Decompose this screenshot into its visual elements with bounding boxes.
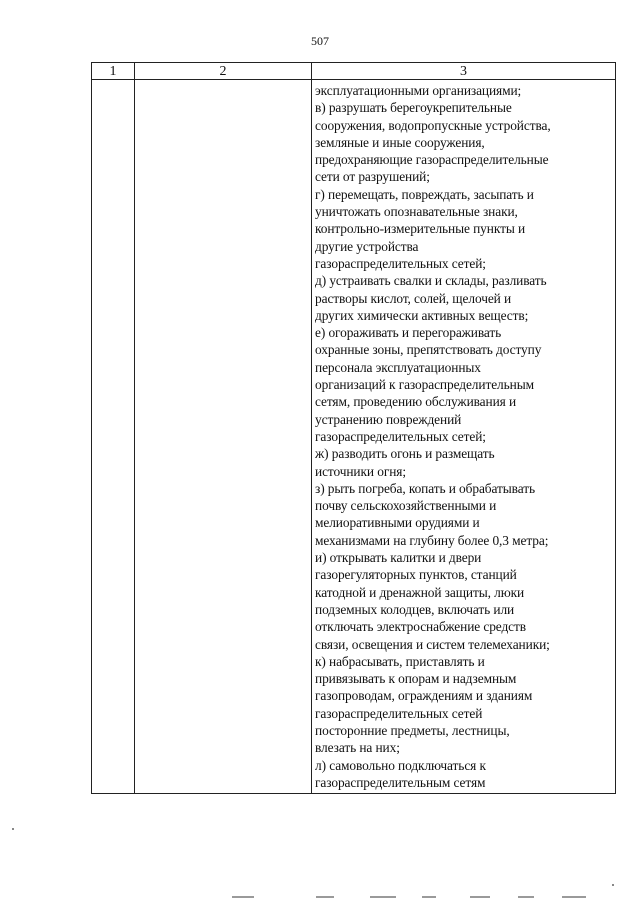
text-line: растворы кислот, солей, щелочей и bbox=[315, 290, 512, 306]
text-line: газорегуляторных пунктов, станций bbox=[315, 567, 517, 583]
column-header-2: 2 bbox=[135, 63, 312, 80]
text-line: привязывать к опорам и надземным bbox=[315, 671, 517, 687]
text-line: сооружения, водопропускные устройства, bbox=[315, 117, 551, 133]
text-line: контрольно-измерительные пункты и bbox=[315, 221, 526, 237]
text-line: другие устройства bbox=[315, 238, 419, 254]
text-line: механизмами на глубину более 0,3 метра; bbox=[315, 532, 549, 548]
text-line: сетям, проведению обслуживания и bbox=[315, 394, 517, 410]
scan-speck bbox=[612, 884, 614, 886]
text-line: л) самовольно подключаться к bbox=[315, 757, 486, 773]
table-cell-column-3 bbox=[312, 80, 616, 794]
text-line: газораспределительных сетей; bbox=[315, 255, 486, 271]
text-line: устранению повреждений bbox=[315, 411, 462, 427]
text-line: газораспределительных сетей; bbox=[315, 428, 486, 444]
text-line: источники огня; bbox=[315, 463, 406, 479]
document-table bbox=[91, 62, 616, 794]
text-line: газораспределительным сетям bbox=[315, 774, 486, 790]
page-number: 507 bbox=[311, 34, 329, 48]
text-line: катодной и дренажной защиты, люки bbox=[315, 584, 525, 600]
table-row bbox=[92, 80, 616, 794]
text-line: отключать электроснабжение средств bbox=[315, 619, 526, 635]
text-line: почву сельскохозяйственными и bbox=[315, 498, 497, 514]
text-line: з) рыть погреба, копать и обрабатывать bbox=[315, 480, 535, 496]
text-line: других химически активных веществ; bbox=[315, 307, 529, 323]
table-cell-column-1 bbox=[92, 80, 135, 794]
text-line: газопроводам, ограждениям и зданиям bbox=[315, 688, 533, 704]
table-cell-column-2 bbox=[135, 80, 312, 794]
text-line: сети от разрушений; bbox=[315, 169, 430, 185]
text-line: подземных колодцев, включать или bbox=[315, 601, 515, 617]
text-line: д) устраивать свалки и склады, разливать bbox=[315, 273, 547, 289]
text-line: к) набрасывать, приставлять и bbox=[315, 653, 485, 669]
text-line: предохраняющие газораспределительные bbox=[315, 152, 549, 168]
text-line: ж) разводить огонь и размещать bbox=[315, 446, 495, 462]
text-line: эксплуатационными организациями; bbox=[315, 83, 522, 98]
text-line: связи, освещения и систем телемеханики; bbox=[315, 636, 550, 652]
scan-speck bbox=[12, 828, 14, 830]
text-line: е) огораживать и перегораживать bbox=[315, 325, 502, 341]
scan-artifacts-bottom bbox=[232, 896, 592, 900]
text-line: газораспределительных сетей bbox=[315, 705, 483, 721]
column-header-1: 1 bbox=[92, 63, 135, 80]
column-3-text bbox=[312, 80, 615, 791]
text-line: организаций к газораспределительным bbox=[315, 377, 534, 393]
text-line: земляные и иные сооружения, bbox=[315, 134, 485, 150]
text-line: персонала эксплуатационных bbox=[315, 359, 481, 375]
text-line: мелиоративными орудиями и bbox=[315, 515, 480, 531]
text-line: и) открывать калитки и двери bbox=[315, 550, 482, 566]
text-line: влезать на них; bbox=[315, 740, 400, 756]
text-line: уничтожать опознавательные знаки, bbox=[315, 204, 518, 220]
table-header-row bbox=[92, 63, 616, 80]
text-line: г) перемещать, повреждать, засыпать и bbox=[315, 186, 534, 202]
column-header-3: 3 bbox=[312, 63, 616, 80]
text-line: охранные зоны, препятствовать доступу bbox=[315, 342, 542, 358]
text-line: посторонние предметы, лестницы, bbox=[315, 722, 510, 738]
text-line: в) разрушать берегоукрепительные bbox=[315, 100, 512, 116]
